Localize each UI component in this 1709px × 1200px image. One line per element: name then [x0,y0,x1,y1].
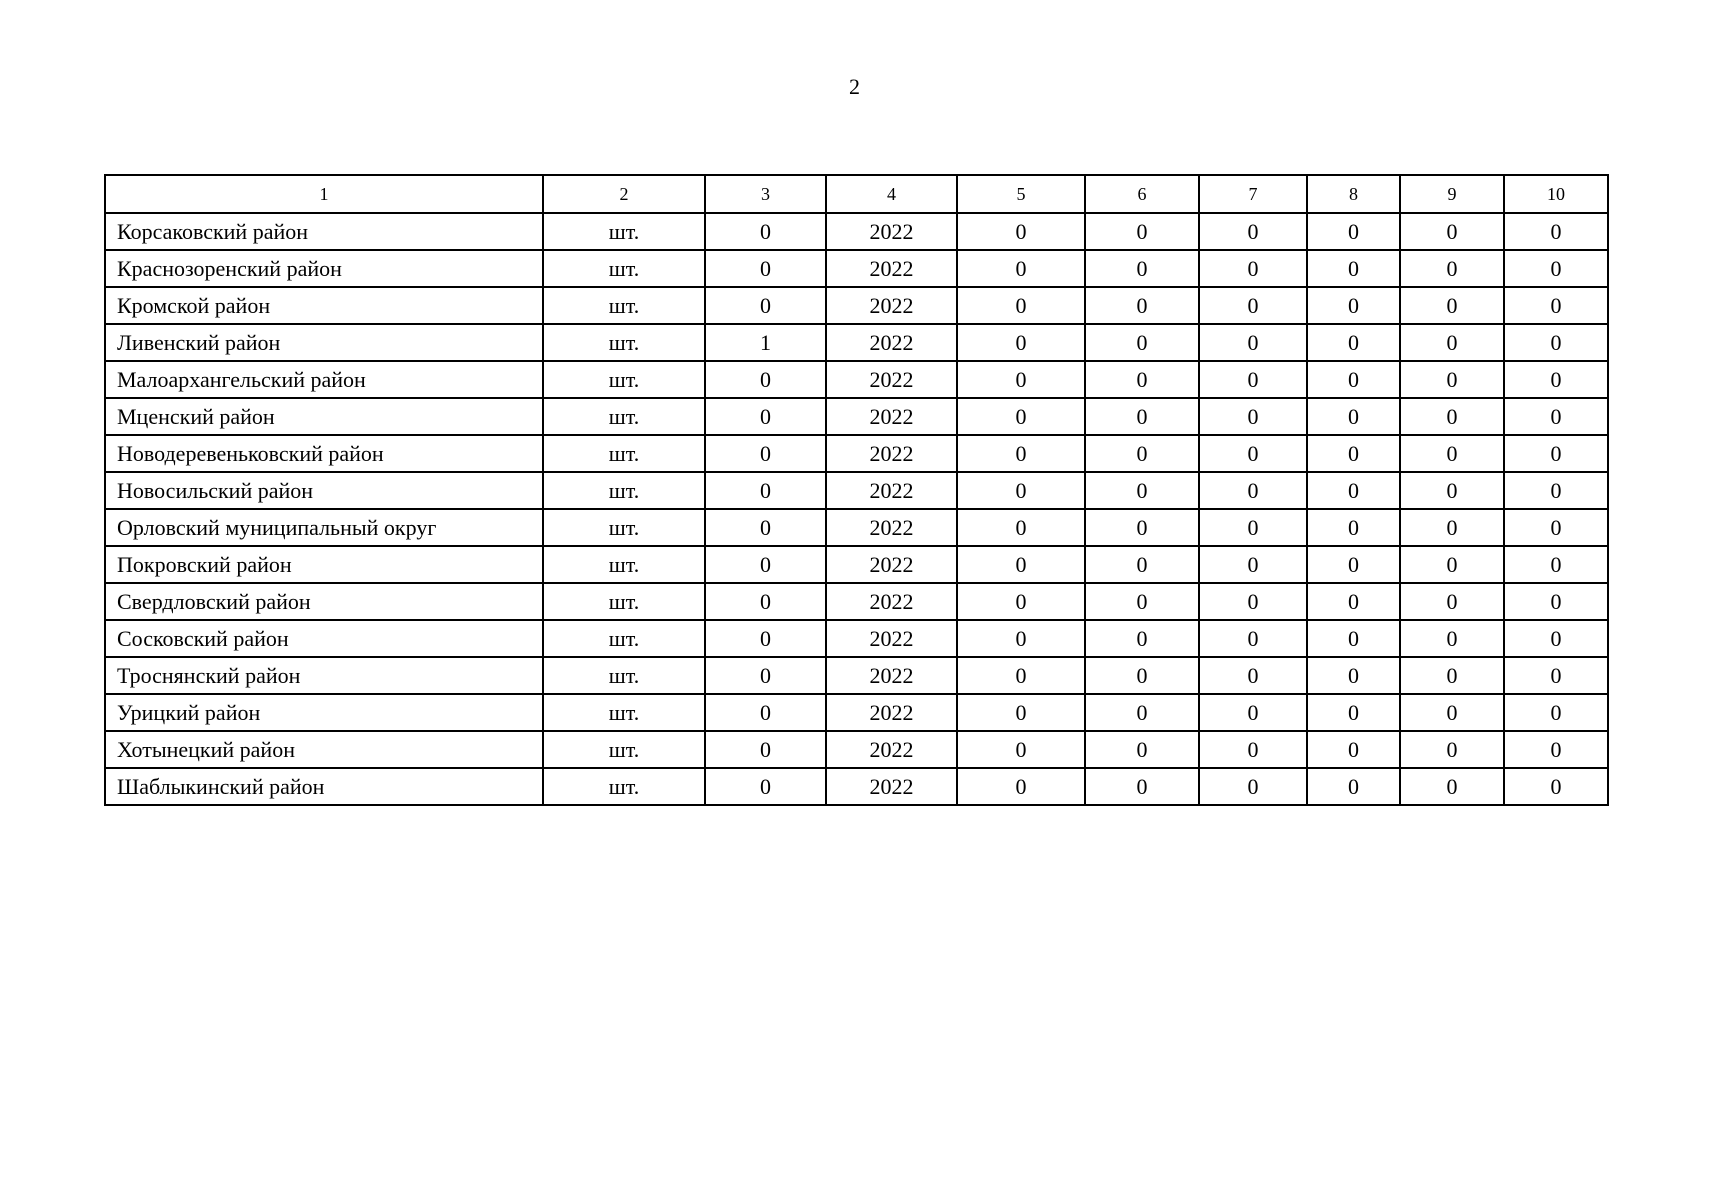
value-col-10-cell: 0 [1504,472,1608,509]
column-number: 2 [543,175,705,213]
table-row [105,657,1608,694]
district-name-cell: Троснянский район [105,657,543,694]
unit-cell: шт. [543,583,705,620]
district-name-cell: Новодеревеньковский район [105,435,543,472]
value-col-8-cell: 0 [1307,213,1400,250]
value-col-10-cell: 0 [1504,398,1608,435]
year-cell: 2022 [826,213,957,250]
value-col-3-cell: 0 [705,435,826,472]
value-col-9-cell: 0 [1400,250,1504,287]
value-col-7-cell: 0 [1199,435,1307,472]
district-name-cell: Кромской район [105,287,543,324]
value-col-7-cell: 0 [1199,398,1307,435]
value-col-5-cell: 0 [957,361,1085,398]
value-col-3-cell: 0 [705,768,826,805]
data-table [104,174,1609,806]
unit-cell: шт. [543,509,705,546]
column-number: 9 [1400,175,1504,213]
table-row [105,361,1608,398]
value-col-6-cell: 0 [1085,694,1199,731]
column-number: 3 [705,175,826,213]
page-number: 2 [849,74,860,99]
value-col-5-cell: 0 [957,546,1085,583]
unit-cell: шт. [543,361,705,398]
value-col-3-cell: 0 [705,694,826,731]
value-col-8-cell: 0 [1307,509,1400,546]
district-name-cell: Орловский муниципальный округ [105,509,543,546]
value-col-5-cell: 0 [957,398,1085,435]
table-row [105,731,1608,768]
value-col-8-cell: 0 [1307,768,1400,805]
value-col-6-cell: 0 [1085,731,1199,768]
value-col-5-cell: 0 [957,472,1085,509]
year-cell: 2022 [826,768,957,805]
district-name-cell: Свердловский район [105,583,543,620]
value-col-5-cell: 0 [957,324,1085,361]
table-body [105,213,1608,805]
value-col-3-cell: 0 [705,509,826,546]
value-col-8-cell: 0 [1307,657,1400,694]
value-col-6-cell: 0 [1085,250,1199,287]
table-row [105,435,1608,472]
value-col-6-cell: 0 [1085,398,1199,435]
value-col-3-cell: 0 [705,583,826,620]
value-col-3-cell: 0 [705,398,826,435]
value-col-10-cell: 0 [1504,694,1608,731]
value-col-6-cell: 0 [1085,509,1199,546]
value-col-8-cell: 0 [1307,324,1400,361]
unit-cell: шт. [543,731,705,768]
district-name-cell: Покровский район [105,546,543,583]
year-cell: 2022 [826,546,957,583]
unit-cell: шт. [543,324,705,361]
unit-cell: шт. [543,657,705,694]
value-col-10-cell: 0 [1504,361,1608,398]
value-col-10-cell: 0 [1504,620,1608,657]
district-name-cell: Мценский район [105,398,543,435]
value-col-9-cell: 0 [1400,472,1504,509]
value-col-5-cell: 0 [957,287,1085,324]
value-col-5-cell: 0 [957,657,1085,694]
table-row [105,398,1608,435]
value-col-7-cell: 0 [1199,731,1307,768]
year-cell: 2022 [826,583,957,620]
value-col-10-cell: 0 [1504,657,1608,694]
value-col-8-cell: 0 [1307,250,1400,287]
value-col-9-cell: 0 [1400,287,1504,324]
value-col-6-cell: 0 [1085,324,1199,361]
column-number: 7 [1199,175,1307,213]
value-col-3-cell: 0 [705,250,826,287]
table-row [105,287,1608,324]
value-col-9-cell: 0 [1400,435,1504,472]
value-col-7-cell: 0 [1199,657,1307,694]
value-col-10-cell: 0 [1504,546,1608,583]
year-cell: 2022 [826,287,957,324]
column-number: 1 [105,175,543,213]
value-col-3-cell: 1 [705,324,826,361]
value-col-9-cell: 0 [1400,324,1504,361]
value-col-8-cell: 0 [1307,583,1400,620]
district-name-cell: Ливенский район [105,324,543,361]
value-col-3-cell: 0 [705,472,826,509]
value-col-7-cell: 0 [1199,324,1307,361]
value-col-10-cell: 0 [1504,509,1608,546]
value-col-8-cell: 0 [1307,472,1400,509]
value-col-10-cell: 0 [1504,435,1608,472]
value-col-3-cell: 0 [705,361,826,398]
unit-cell: шт. [543,213,705,250]
district-name-cell: Краснозоренский район [105,250,543,287]
value-col-3-cell: 0 [705,213,826,250]
value-col-5-cell: 0 [957,768,1085,805]
value-col-5-cell: 0 [957,620,1085,657]
district-name-cell: Шаблыкинский район [105,768,543,805]
value-col-10-cell: 0 [1504,768,1608,805]
unit-cell: шт. [543,250,705,287]
column-number: 6 [1085,175,1199,213]
table-row [105,472,1608,509]
column-number: 8 [1307,175,1400,213]
value-col-5-cell: 0 [957,694,1085,731]
value-col-5-cell: 0 [957,250,1085,287]
district-name-cell: Сосковский район [105,620,543,657]
value-col-9-cell: 0 [1400,583,1504,620]
year-cell: 2022 [826,398,957,435]
district-name-cell: Малоархангельский район [105,361,543,398]
value-col-6-cell: 0 [1085,213,1199,250]
value-col-10-cell: 0 [1504,731,1608,768]
table-row [105,583,1608,620]
value-col-6-cell: 0 [1085,657,1199,694]
value-col-7-cell: 0 [1199,509,1307,546]
year-cell: 2022 [826,509,957,546]
value-col-6-cell: 0 [1085,620,1199,657]
value-col-9-cell: 0 [1400,398,1504,435]
year-cell: 2022 [826,250,957,287]
unit-cell: шт. [543,620,705,657]
year-cell: 2022 [826,472,957,509]
year-cell: 2022 [826,731,957,768]
value-col-6-cell: 0 [1085,361,1199,398]
value-col-7-cell: 0 [1199,694,1307,731]
value-col-3-cell: 0 [705,546,826,583]
district-name-cell: Урицкий район [105,694,543,731]
table-row [105,546,1608,583]
value-col-5-cell: 0 [957,583,1085,620]
column-number: 5 [957,175,1085,213]
value-col-8-cell: 0 [1307,287,1400,324]
value-col-6-cell: 0 [1085,768,1199,805]
value-col-3-cell: 0 [705,657,826,694]
year-cell: 2022 [826,657,957,694]
value-col-5-cell: 0 [957,213,1085,250]
value-col-10-cell: 0 [1504,287,1608,324]
table-row [105,324,1608,361]
table-row [105,250,1608,287]
value-col-8-cell: 0 [1307,435,1400,472]
value-col-3-cell: 0 [705,287,826,324]
unit-cell: шт. [543,435,705,472]
table-row [105,620,1608,657]
value-col-9-cell: 0 [1400,546,1504,583]
value-col-9-cell: 0 [1400,694,1504,731]
value-col-10-cell: 0 [1504,583,1608,620]
value-col-9-cell: 0 [1400,361,1504,398]
column-number: 4 [826,175,957,213]
value-col-7-cell: 0 [1199,546,1307,583]
column-number: 10 [1504,175,1608,213]
year-cell: 2022 [826,361,957,398]
unit-cell: шт. [543,287,705,324]
unit-cell: шт. [543,694,705,731]
value-col-6-cell: 0 [1085,435,1199,472]
value-col-9-cell: 0 [1400,657,1504,694]
value-col-5-cell: 0 [957,435,1085,472]
value-col-8-cell: 0 [1307,546,1400,583]
value-col-10-cell: 0 [1504,250,1608,287]
year-cell: 2022 [826,620,957,657]
unit-cell: шт. [543,768,705,805]
unit-cell: шт. [543,398,705,435]
table-row [105,213,1608,250]
value-col-8-cell: 0 [1307,620,1400,657]
unit-cell: шт. [543,472,705,509]
year-cell: 2022 [826,694,957,731]
unit-cell: шт. [543,546,705,583]
value-col-5-cell: 0 [957,731,1085,768]
year-cell: 2022 [826,435,957,472]
district-name-cell: Новосильский район [105,472,543,509]
district-name-cell: Корсаковский район [105,213,543,250]
value-col-7-cell: 0 [1199,768,1307,805]
year-cell: 2022 [826,324,957,361]
value-col-9-cell: 0 [1400,620,1504,657]
table-row [105,768,1608,805]
value-col-6-cell: 0 [1085,546,1199,583]
value-col-5-cell: 0 [957,509,1085,546]
value-col-6-cell: 0 [1085,472,1199,509]
value-col-3-cell: 0 [705,620,826,657]
value-col-8-cell: 0 [1307,398,1400,435]
value-col-7-cell: 0 [1199,361,1307,398]
value-col-9-cell: 0 [1400,509,1504,546]
value-col-8-cell: 0 [1307,694,1400,731]
value-col-9-cell: 0 [1400,213,1504,250]
value-col-7-cell: 0 [1199,250,1307,287]
value-col-6-cell: 0 [1085,583,1199,620]
value-col-10-cell: 0 [1504,213,1608,250]
value-col-3-cell: 0 [705,731,826,768]
value-col-7-cell: 0 [1199,287,1307,324]
value-col-7-cell: 0 [1199,620,1307,657]
table-row [105,509,1608,546]
district-name-cell: Хотынецкий район [105,731,543,768]
value-col-8-cell: 0 [1307,361,1400,398]
value-col-10-cell: 0 [1504,324,1608,361]
value-col-8-cell: 0 [1307,731,1400,768]
value-col-7-cell: 0 [1199,472,1307,509]
value-col-9-cell: 0 [1400,731,1504,768]
value-col-6-cell: 0 [1085,287,1199,324]
value-col-7-cell: 0 [1199,583,1307,620]
table-row [105,694,1608,731]
value-col-9-cell: 0 [1400,768,1504,805]
column-number-row [105,175,1608,213]
value-col-7-cell: 0 [1199,213,1307,250]
